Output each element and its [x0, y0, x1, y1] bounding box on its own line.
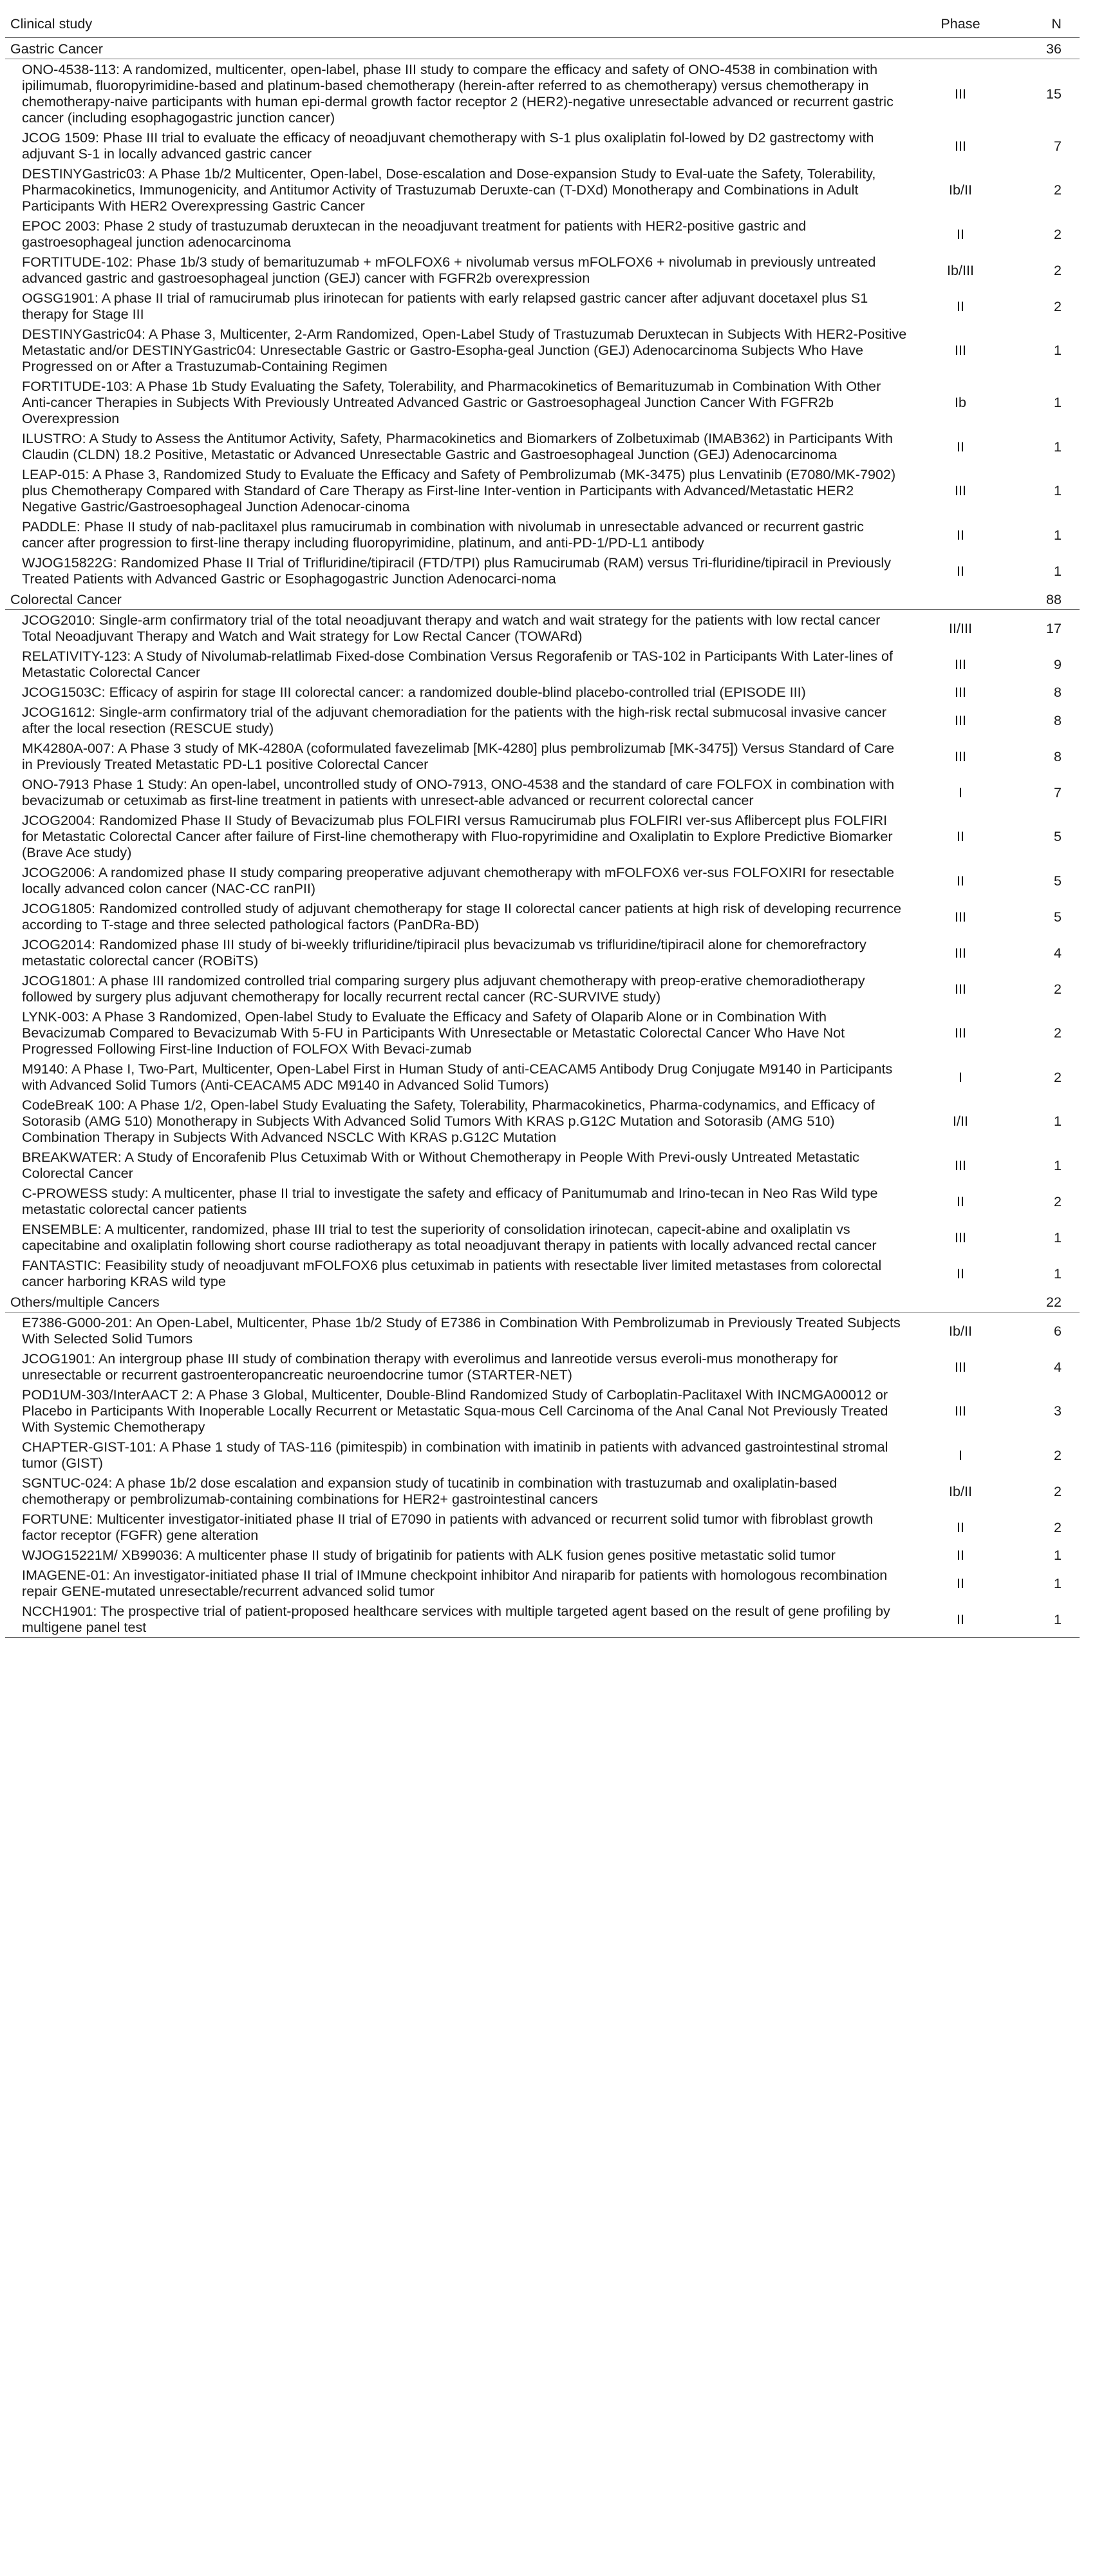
phase-cell: II: [957, 1575, 964, 1591]
table-row: [5, 610, 1080, 647]
table-row: [5, 1219, 1080, 1255]
section-row: [5, 38, 1080, 59]
phase-cell: II: [957, 526, 964, 543]
study-cell: JCOG1612: Single-arm confirmatory trial of the adjuvant chemoradiation for the patients with the high-risk rectal submucosal invasive cancer after the local resection (RESCUE study): [22, 704, 887, 736]
table-row: [5, 288, 1080, 324]
phase-cell: Ib/II: [948, 1482, 972, 1499]
study-cell: JCOG2010: Single-arm confirmatory trial of the total neoadjuvant therapy and watch and wait strategy for the patients with low rectal cancer Total Neoadjuvant Therapy and Watch and Wait strategy for Low Rectal Cancer (TOWARd): [22, 612, 881, 644]
study-cell: JCOG1805: Randomized controlled study of adjuvant chemotherapy for stage II colorectal cancer patients at high risk of developing recurrence according to T-stage and three selected pathological factors (PanDRa-BD): [22, 900, 901, 933]
n-cell: 6: [1053, 1322, 1062, 1339]
phase-cell: II: [957, 872, 964, 889]
study-cell: IMAGENE-01: An investigator-initiated phase II trial of IMmune checkpoint inhibitor And niraparib for patients with homologous recombination repair GENE-mutated unresectable/recurrent advanced solid tumor: [22, 1567, 888, 1599]
table-row: [5, 1059, 1080, 1095]
table-row: [5, 1255, 1080, 1291]
study-cell: JCOG1801: A phase III randomized controlled trial comparing surgery plus adjuvant chemotherapy with preop-erative chemoradiotherapy followed by surgery plus adjuvant chemotherapy for locally recurrent rectal cancer (RC-SURVIVE study): [22, 972, 865, 1005]
n-cell: 2: [1053, 1193, 1062, 1209]
table-row: [5, 252, 1080, 288]
n-cell: 1: [1053, 482, 1062, 498]
table-row: [5, 1385, 1080, 1437]
study-cell: DESTINYGastric04: A Phase 3, Multicenter, 2-Arm Randomized, Open-Label Study of Trastuzumab Deruxtecan in Subjects With HER2-Positive Metastatic and/or DESTINYGastric04: Unresectable Gastric or Gastro-Esopha-geal Junction (GEJ) Adenocarcinoma Subjects Who Have Progressed on or After a Trastuzumab-Containing Regimen: [22, 326, 907, 374]
table-row: [5, 1509, 1080, 1545]
n-cell: 1: [1053, 1575, 1062, 1591]
study-cell: SGNTUC-024: A phase 1b/2 dose escalation and expansion study of tucatinib in combination with trastuzumab and oxaliplatin-based chemotherapy or pembrolizumab-containing combinations for HER2+ gastrointestinal cancers: [22, 1475, 838, 1507]
phase-cell: II: [957, 298, 964, 314]
column-header-study: Clinical study: [5, 9, 919, 38]
n-cell: 1: [1053, 1265, 1062, 1282]
study-cell: POD1UM-303/InterAACT 2: A Phase 3 Global, Multicenter, Double-Blind Randomized Study of Carboplatin-Paclitaxel With INCMGA00012 or Placebo in Participants With Inoperable Locally Recurrent or Metastatic Squa-mous Cell Carcinoma of the Anal Canal Not Previously Treated With Systemic Chemotherapy: [22, 1387, 888, 1435]
study-cell: JCOG2006: A randomized phase II study comparing preoperative adjuvant chemotherapy with mFOLFOX6 ver-sus FOLFOXIRI for resectable locally advanced colon cancer (NAC-CC ranPII): [22, 864, 895, 896]
study-cell: CHAPTER-GIST-101: A Phase 1 study of TAS-116 (pimitespib) in combination with imatinib in patients with advanced gastrointestinal stromal tumor (GIST): [22, 1439, 888, 1471]
phase-cell: Ib/II: [948, 182, 972, 198]
phase-cell: Ib/III: [946, 261, 974, 278]
n-cell: 2: [1053, 1025, 1062, 1041]
section-title: Others/multiple Cancers: [5, 1291, 1002, 1312]
table-row: [5, 1437, 1080, 1473]
table-row: [5, 898, 1080, 934]
table-row: [5, 971, 1080, 1007]
table-row: [5, 428, 1080, 464]
column-header-n: N: [1002, 9, 1080, 38]
study-cell: PADDLE: Phase II study of nab-paclitaxel plus ramucirumab in combination with nivolumab in unresectable advanced or recurrent gastric cancer after progression to first-line therapy including fluoropyrimidine, platinum, and anti-PD-1/PD-L1 antibody: [22, 518, 864, 551]
phase-cell: II: [957, 1265, 964, 1282]
n-cell: 8: [1053, 712, 1062, 728]
study-cell: ONO-4538-113: A randomized, multicenter, open-label, phase III study to compare the efficacy and safety of ONO-4538 in combination with ipilimumab, fluoropyrimidine-based and platinum-based chemotherapy (herein-after referred to as chemotherapy) versus chemotherapy in chemotherapy-naive participants with human epi-dermal growth factor receptor 2 (HER2)-negative unresectable advanced or recurrent gastric cancer (including esophagogastric junction cancer): [22, 61, 894, 126]
n-cell: 1: [1053, 1547, 1062, 1563]
table-row: [5, 1007, 1080, 1059]
study-cell: M9140: A Phase I, Two-Part, Multicenter, Open-Label First in Human Study of anti-CEACAM5 Antibody Drug Conjugate M9140 in Participants with Advanced Solid Tumors (Anti-CEACAM5 ADC M9140 in Advanced Solid Tumors): [22, 1061, 893, 1093]
n-cell: 5: [1053, 828, 1062, 844]
n-cell: 2: [1053, 980, 1062, 997]
phase-cell: III: [955, 980, 966, 997]
n-cell: 1: [1053, 342, 1062, 358]
n-cell: 2: [1053, 225, 1062, 242]
section-total: 88: [1002, 589, 1080, 610]
phase-cell: II: [957, 1193, 964, 1209]
phase-cell: I: [959, 1068, 962, 1085]
phase-cell: I: [959, 784, 962, 800]
n-cell: 9: [1053, 656, 1062, 672]
section-row: [5, 1291, 1080, 1312]
table-row: [5, 1147, 1080, 1183]
study-cell: FORTITUDE-102: Phase 1b/3 study of bemarituzumab + mFOLFOX6 + nivolumab versus mFOLFOX6 + nivolumab in previously untreated advanced gastric and gastroesophageal junction (GEJ) cancer with FGFR2b overexpression: [22, 254, 876, 286]
phase-cell: III: [955, 1157, 966, 1173]
phase-cell: III: [955, 1229, 966, 1245]
study-cell: E7386-G000-201: An Open-Label, Multicenter, Phase 1b/2 Study of E7386 in Combination With Pembrolizumab in Previously Treated Subjects With Selected Solid Tumors: [22, 1314, 901, 1347]
section-title: Colorectal Cancer: [5, 589, 1002, 610]
study-cell: RELATIVITY-123: A Study of Nivolumab-relatlimab Fixed-dose Combination Versus Regorafenib or TAS-102 in Participants With Later-lines of Metastatic Colorectal Cancer: [22, 648, 894, 680]
table-row: [5, 1095, 1080, 1147]
phase-cell: II: [957, 562, 964, 579]
n-cell: 8: [1053, 684, 1062, 700]
study-cell: JCOG 1509: Phase III trial to evaluate the efficacy of neoadjuvant chemotherapy with S-1 plus oxaliplatin fol-lowed by D2 gastrectomy with adjuvant S-1 in locally advanced gastric cancer: [22, 129, 874, 162]
phase-cell: II: [957, 225, 964, 242]
table-row: [5, 59, 1080, 128]
study-cell: NCCH1901: The prospective trial of patient-proposed healthcare services with multiple targeted agent based on the result of gene profiling by multigene panel test: [5, 1601, 919, 1638]
table-row: [5, 516, 1080, 553]
n-cell: 15: [1045, 85, 1062, 102]
n-cell: 2: [1053, 1446, 1062, 1463]
table-row: [5, 1312, 1080, 1349]
section-row: [5, 589, 1080, 610]
table-row: [5, 1183, 1080, 1219]
n-cell: 3: [1053, 1403, 1062, 1419]
n-cell: 1: [1053, 394, 1062, 410]
n-cell: 1: [1053, 1113, 1062, 1129]
study-cell: WJOG15822G: Randomized Phase II Trial of Trifluridine/tipiracil (FTD/TPI) plus Ramucirumab (RAM) versus Tri-fluridine/tipiracil in Previously Treated Patients with Advanced Gastric or Esophagogastric Junction Adenocarci-noma: [22, 554, 892, 587]
table-row: [5, 553, 1080, 589]
table-row: [5, 934, 1080, 971]
study-cell: LEAP-015: A Phase 3, Randomized Study to Evaluate the Efficacy and Safety of Pembrolizumab (MK-3475) plus Lenvatinib (E7080/MK-7902) plus Chemotherapy Compared with Standard of Care Therapy as First-line Inter-vention in Participants with Advanced/Metastatic HER2 Negative Gastric/Gastroesophageal Junction Adenocar-cinoma: [22, 466, 896, 515]
study-cell: EPOC 2003: Phase 2 study of trastuzumab deruxtecan in the neoadjuvant treatment for patients with HER2-positive gastric and gastroesophageal junction adenocarcinoma: [22, 218, 807, 250]
column-header-phase: Phase: [919, 9, 1002, 38]
phase-cell: II: [957, 438, 964, 455]
table-header: [5, 9, 1080, 38]
phase-cell: III: [955, 944, 966, 961]
table-row: [5, 862, 1080, 898]
phase-cell: III: [955, 1358, 966, 1375]
section-title: Gastric Cancer: [5, 38, 1002, 59]
header-row: [5, 9, 1080, 38]
n-cell: 17: [1045, 620, 1062, 636]
phase-cell: I/II: [953, 1113, 968, 1129]
section-total: 36: [1002, 38, 1080, 59]
phase-cell: III: [955, 656, 966, 672]
phase-cell: III: [955, 1025, 966, 1041]
n-cell: 1: [1002, 1601, 1080, 1638]
phase-cell: II: [957, 1547, 964, 1563]
table-row: [5, 1545, 1080, 1565]
phase-cell: III: [955, 712, 966, 728]
table-row: [5, 774, 1080, 810]
study-cell: FORTUNE: Multicenter investigator-initiated phase II trial of E7090 in patients with advanced or recurrent solid tumor with fibroblast growth factor receptor (FGFR) gene alteration: [22, 1511, 874, 1543]
phase-cell: Ib: [954, 394, 966, 410]
n-cell: 2: [1053, 1068, 1062, 1085]
table-row: [5, 1565, 1080, 1601]
table-row: [5, 1473, 1080, 1509]
study-cell: JCOG1503C: Efficacy of aspirin for stage III colorectal cancer: a randomized double-blind placebo-controlled trial (EPISODE III): [22, 684, 806, 700]
phase-cell: III: [955, 137, 966, 154]
clinical-study-table: [5, 9, 1080, 1638]
n-cell: 2: [1053, 261, 1062, 278]
n-cell: 4: [1053, 944, 1062, 961]
table-row: [5, 702, 1080, 738]
phase-cell: III: [955, 1403, 966, 1419]
n-cell: 8: [1053, 748, 1062, 764]
phase-cell: II: [957, 1519, 964, 1535]
n-cell: 5: [1053, 908, 1062, 925]
section-total: 22: [1002, 1291, 1080, 1312]
n-cell: 2: [1053, 298, 1062, 314]
study-cell: C-PROWESS study: A multicenter, phase II trial to investigate the safety and efficacy of Panitumumab and Irino-tecan in Neo Ras Wild type metastatic colorectal cancer patients: [22, 1185, 878, 1217]
study-cell: OGSG1901: A phase II trial of ramucirumab plus irinotecan for patients with early relapsed gastric cancer after adjuvant docetaxel plus S1 therapy for Stage III: [22, 290, 868, 322]
table-row: [5, 128, 1080, 164]
table-row: [5, 1349, 1080, 1385]
n-cell: 5: [1053, 872, 1062, 889]
study-cell: DESTINYGastric03: A Phase 1b/2 Multicenter, Open-label, Dose-escalation and Dose-expansion Study to Eval-uate the Safety, Tolerability, Pharmacokinetics, Immunogenicity, and Antitumor Activity of Trastuzumab Deruxte-can (T-DXd) Monotherapy and Combinations in Adult Participants With HER2 Overexpressing Gastric Cancer: [22, 166, 876, 214]
table-row: [5, 682, 1080, 702]
phase-cell: III: [955, 482, 966, 498]
table-row: [5, 464, 1080, 516]
phase-cell: III: [955, 342, 966, 358]
table-row: [5, 164, 1080, 216]
study-cell: ONO-7913 Phase 1 Study: An open-label, uncontrolled study of ONO-7913, ONO-4538 and the standard of care FOLFOX in combination with bevacizumab or cetuximab as first-line treatment in patients with unresect-able advanced or recurrent colorectal cancer: [22, 776, 895, 808]
phase-cell: II: [919, 1601, 1002, 1638]
study-cell: WJOG15221M/ XB99036: A multicenter phase II study of brigatinib for patients with ALK fusion genes positive metastatic solid tumor: [22, 1547, 836, 1563]
study-cell: ENSEMBLE: A multicenter, randomized, phase III trial to test the superiority of consolidation irinotecan, capecit-abine and oxaliplatin vs capecitabine and oxaliplatin following short course radiotherapy as total neoadjuvant therapy in patients with locally advanced rectal cancer: [22, 1221, 877, 1253]
table-row: [5, 1601, 1080, 1638]
study-cell: MK4280A-007: A Phase 3 study of MK-4280A (coformulated favezelimab [MK-4280] plus pembrolizumab [MK-3475]) Versus Standard of Care in Previously Treated Metastatic PD-L1 positive Colorectal Cancer: [22, 740, 895, 772]
phase-cell: III: [955, 748, 966, 764]
n-cell: 1: [1053, 438, 1062, 455]
study-cell: JCOG1901: An intergroup phase III study of combination therapy with everolimus and lanreotide versus everoli-mus monotherapy for unresectable or recurrent gastroenteropancreatic neuroendocrine tumor (STARTER-NET): [22, 1350, 838, 1383]
study-cell: CodeBreaK 100: A Phase 1/2, Open-label Study Evaluating the Safety, Tolerability, Pharmacokinetics, Pharma-codynamics, and Efficacy of Sotorasib (AMG 510) Monotherapy in Subjects With Advanced Solid Tumors With KRAS p.G12C Mutation and Sotorasib (AMG 510) Combination Therapy in Subjects With Advanced NSCLC With KRAS p.G12C Mutation: [22, 1097, 875, 1145]
table-row: [5, 324, 1080, 376]
table-row: [5, 646, 1080, 682]
study-cell: JCOG2004: Randomized Phase II Study of Bevacizumab plus FOLFIRI versus Ramucirumab plus FOLFIRI ver-sus Aflibercept plus FOLFIRI for Metastatic Colorectal Cancer after failure of First-line chemotherapy with Fluo-ropyrimidine and Oxaliplatin to Explore Predictive Biomarker (Brave Ace study): [22, 812, 893, 860]
phase-cell: II/III: [949, 620, 972, 636]
n-cell: 1: [1053, 1229, 1062, 1245]
table-body: [5, 38, 1080, 1638]
study-cell: FANTASTIC: Feasibility study of neoadjuvant mFOLFOX6 plus cetuximab in patients with resectable liver limited metastases from colorectal cancer harboring KRAS wild type: [22, 1257, 882, 1289]
study-cell: LYNK-003: A Phase 3 Randomized, Open-label Study to Evaluate the Efficacy and Safety of Olaparib Alone or in Combination With Bevacizumab Compared to Bevacizumab With 5-FU in Participants With Unresectable or Metastatic Colorectal Cancer Who Have Not Progressed Following First-line Induction of FOLFOX With Bevaci-zumab: [22, 1009, 845, 1057]
n-cell: 1: [1053, 562, 1062, 579]
table-row: [5, 216, 1080, 252]
n-cell: 1: [1053, 1157, 1062, 1173]
phase-cell: II: [957, 828, 964, 844]
table-row: [5, 738, 1080, 774]
phase-cell: Ib/II: [948, 1322, 972, 1339]
n-cell: 7: [1053, 137, 1062, 154]
phase-cell: III: [955, 684, 966, 700]
table-row: [5, 810, 1080, 862]
study-cell: BREAKWATER: A Study of Encorafenib Plus Cetuximab With or Without Chemotherapy in People With Previ-ously Untreated Metastatic Colorectal Cancer: [22, 1149, 859, 1181]
study-cell: ILUSTRO: A Study to Assess the Antitumor Activity, Safety, Pharmacokinetics and Biomarkers of Zolbetuximab (IMAB362) in Participants With Claudin (CLDN) 18.2 Positive, Metastatic or Advanced Unresectable Gastric and Gastroesophageal Junction (GEJ) Adenocarcinoma: [22, 430, 893, 462]
n-cell: 2: [1053, 1482, 1062, 1499]
phase-cell: I: [959, 1446, 962, 1463]
n-cell: 2: [1053, 1519, 1062, 1535]
n-cell: 2: [1053, 182, 1062, 198]
table-row: [5, 376, 1080, 428]
study-cell: FORTITUDE-103: A Phase 1b Study Evaluating the Safety, Tolerability, and Pharmacokinetics of Bemarituzumab in Combination With Other Anti-cancer Therapies in Subjects With Previously Untreated Advanced Gastric or Gastroesophageal Junction Cancer With FGFR2b Overexpression: [22, 378, 881, 426]
n-cell: 4: [1053, 1358, 1062, 1375]
study-cell: JCOG2014: Randomized phase III study of bi-weekly trifluridine/tipiracil plus bevacizumab vs trifluridine/tipiracil alone for chemorefractory metastatic colorectal cancer (ROBiTS): [22, 936, 866, 969]
n-cell: 1: [1053, 526, 1062, 543]
phase-cell: III: [955, 908, 966, 925]
phase-cell: III: [955, 85, 966, 102]
n-cell: 7: [1053, 784, 1062, 800]
